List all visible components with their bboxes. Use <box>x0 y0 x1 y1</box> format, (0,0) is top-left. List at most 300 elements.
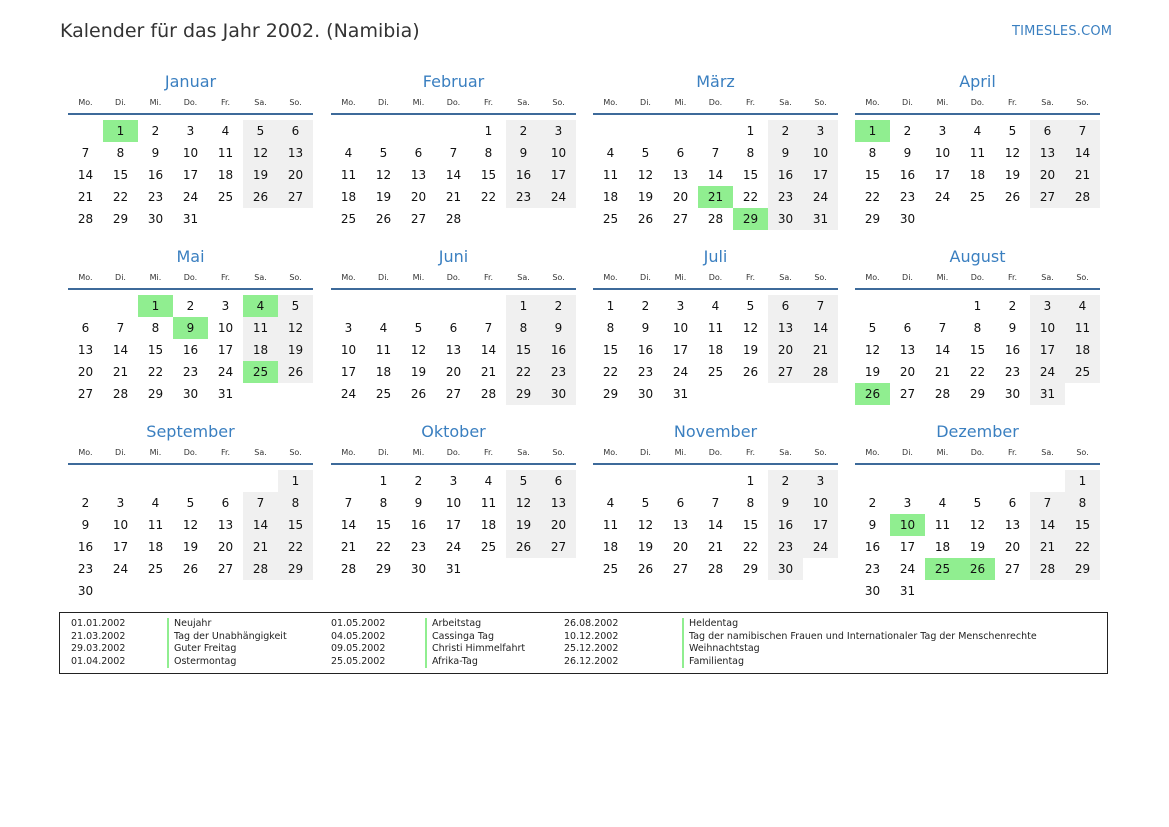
day-cell: 29 <box>278 558 313 580</box>
weekday-header: Di. <box>902 448 913 457</box>
day-cell: 19 <box>969 540 986 554</box>
day-cell: 12 <box>864 343 881 357</box>
day-cell: 24 <box>672 365 689 379</box>
day-cell: 28 <box>707 562 724 576</box>
month-header-rule <box>593 113 838 115</box>
day-cell: 25 <box>340 212 357 226</box>
weekday-header: Fr. <box>1007 273 1018 282</box>
day-cell: 27 <box>672 212 689 226</box>
day-cell: 4 <box>606 496 615 510</box>
weekday-header: Di. <box>115 98 126 107</box>
day-cell: 29 <box>742 562 759 576</box>
day-cell: 19 <box>864 365 881 379</box>
month-header-rule <box>855 463 1100 465</box>
day-cell: 9 <box>541 317 576 339</box>
legend-date: 09.05.2002 <box>331 643 386 654</box>
month-name: Juli <box>703 247 728 266</box>
legend-holiday-name: Afrika-Tag <box>432 655 478 667</box>
weekday-header: Do. <box>970 273 985 282</box>
day-cell: 26 <box>410 387 427 401</box>
day-cell: 30 <box>637 387 654 401</box>
day-cell: 1 <box>379 474 388 488</box>
weekday-header: Mi. <box>936 448 949 457</box>
day-cell: 24 <box>803 536 838 558</box>
day-cell: 27 <box>1030 186 1065 208</box>
day-cell: 11 <box>934 518 951 532</box>
weekday-header: So. <box>289 98 302 107</box>
legend-date: 25.12.2002 <box>564 643 619 654</box>
day-cell: 21 <box>707 540 724 554</box>
day-cell: 28 <box>112 387 129 401</box>
month-5 <box>331 243 576 413</box>
legend-holiday-name: Heldentag <box>689 618 739 629</box>
day-cell: 5 <box>414 321 423 335</box>
day-cell: 14 <box>707 518 724 532</box>
day-cell: 6 <box>676 146 685 160</box>
day-cell: 25 <box>602 562 619 576</box>
month-header-rule <box>68 113 313 115</box>
weekday-header: Di. <box>378 98 389 107</box>
day-cell: 2 <box>414 474 423 488</box>
day-cell: 6 <box>768 295 803 317</box>
day-cell: 15 <box>278 514 313 536</box>
day-cell: 20 <box>1004 540 1021 554</box>
day-cell: 29 <box>602 387 619 401</box>
day-cell: 23 <box>182 365 199 379</box>
day-cell: 20 <box>445 365 462 379</box>
day-cell: 4 <box>221 124 230 138</box>
day-cell: 16 <box>541 339 576 361</box>
day-cell: 27 <box>541 536 576 558</box>
day-cell: 1 <box>278 470 313 492</box>
weekday-header: Sa. <box>254 448 267 457</box>
day-cell: 21 <box>243 536 278 558</box>
day-cell: 17 <box>803 514 838 536</box>
weekday-header: Sa. <box>1041 448 1054 457</box>
day-cell: 4 <box>484 474 493 488</box>
month-2 <box>593 68 838 238</box>
day-cell: 15 <box>375 518 392 532</box>
day-cell: 11 <box>969 146 986 160</box>
day-cell: 9 <box>81 518 90 532</box>
day-cell: 26 <box>243 186 278 208</box>
day-cell: 15 <box>864 168 881 182</box>
day-cell: 17 <box>112 540 129 554</box>
day-cell: 17 <box>934 168 951 182</box>
day-cell: 8 <box>746 496 755 510</box>
weekday-header: So. <box>814 273 827 282</box>
day-cell: 15 <box>480 168 497 182</box>
day-cell: 29 <box>864 212 881 226</box>
weekday-header: Di. <box>640 273 651 282</box>
day-cell: 3 <box>449 474 458 488</box>
legend-dates-col-2 <box>331 618 385 668</box>
day-cell: 27 <box>77 387 94 401</box>
day-cell: 1 <box>606 299 615 313</box>
day-cell: 2 <box>186 299 195 313</box>
day-cell: 7 <box>484 321 493 335</box>
day-cell: 1 <box>746 474 755 488</box>
day-cell: 26 <box>637 562 654 576</box>
day-cell: 15 <box>742 168 759 182</box>
day-cell: 7 <box>81 146 90 160</box>
weekday-header: Di. <box>640 98 651 107</box>
day-cell: 12 <box>637 518 654 532</box>
weekday-header: Sa. <box>517 273 530 282</box>
weekday-header: Fr. <box>745 273 756 282</box>
weekday-header: So. <box>552 98 565 107</box>
day-cell: 3 <box>938 124 947 138</box>
day-cell: 18 <box>217 168 234 182</box>
day-cell: 5 <box>641 146 650 160</box>
weekday-header: Sa. <box>254 98 267 107</box>
day-cell: 5 <box>641 496 650 510</box>
legend-date: 01.01.2002 <box>71 618 126 629</box>
holiday-day-cell: 25 <box>925 558 960 580</box>
day-cell: 22 <box>602 365 619 379</box>
weekday-header: Fr. <box>483 273 494 282</box>
day-cell: 6 <box>221 496 230 510</box>
weekday-header: Mi. <box>936 273 949 282</box>
day-cell: 22 <box>506 361 541 383</box>
month-name: November <box>673 422 758 441</box>
day-cell: 1 <box>1065 470 1100 492</box>
month-name: März <box>696 72 735 91</box>
day-cell: 22 <box>969 365 986 379</box>
legend-holiday-name: Neujahr <box>174 618 212 629</box>
day-cell: 17 <box>899 540 916 554</box>
day-cell: 16 <box>410 518 427 532</box>
day-cell: 4 <box>344 146 353 160</box>
day-cell: 31 <box>899 584 916 598</box>
weekday-header: Mi. <box>674 98 687 107</box>
legend-date: 26.12.2002 <box>564 655 619 667</box>
day-cell: 6 <box>541 470 576 492</box>
weekday-header: Fr. <box>220 98 231 107</box>
day-cell: 11 <box>340 168 357 182</box>
day-cell: 15 <box>112 168 129 182</box>
day-cell: 25 <box>217 190 234 204</box>
day-cell: 11 <box>602 168 619 182</box>
legend-date: 25.05.2002 <box>331 655 386 667</box>
month-name: September <box>146 422 235 441</box>
day-cell: 22 <box>147 365 164 379</box>
day-cell: 21 <box>445 190 462 204</box>
day-cell: 15 <box>147 343 164 357</box>
day-cell: 1 <box>484 124 493 138</box>
day-cell: 10 <box>1030 317 1065 339</box>
weekday-header: Mo. <box>603 448 618 457</box>
day-cell: 5 <box>868 321 877 335</box>
day-cell: 9 <box>506 142 541 164</box>
month-name: Mai <box>176 247 205 266</box>
holiday-day-cell: 1 <box>103 120 138 142</box>
day-cell: 7 <box>243 492 278 514</box>
legend-holiday-name: Familientag <box>689 655 745 667</box>
day-cell: 9 <box>641 321 650 335</box>
weekday-header: Sa. <box>779 273 792 282</box>
day-cell: 29 <box>375 562 392 576</box>
day-cell: 10 <box>541 142 576 164</box>
day-cell: 19 <box>637 190 654 204</box>
day-cell: 25 <box>707 365 724 379</box>
month-header-rule <box>855 288 1100 290</box>
day-cell: 21 <box>1030 536 1065 558</box>
month-header-rule <box>331 113 576 115</box>
day-cell: 23 <box>864 562 881 576</box>
day-cell: 5 <box>243 120 278 142</box>
day-cell: 22 <box>864 190 881 204</box>
day-cell: 16 <box>182 343 199 357</box>
day-cell: 9 <box>768 142 803 164</box>
day-cell: 11 <box>147 518 164 532</box>
day-cell: 17 <box>182 168 199 182</box>
weekday-header: Di. <box>902 98 913 107</box>
day-cell: 16 <box>768 514 803 536</box>
legend-holiday-name: Arbeitstag <box>432 618 482 629</box>
weekday-header: So. <box>552 448 565 457</box>
day-cell: 14 <box>1030 514 1065 536</box>
day-cell: 22 <box>742 540 759 554</box>
day-cell: 21 <box>77 190 94 204</box>
day-cell: 8 <box>746 146 755 160</box>
day-cell: 17 <box>803 164 838 186</box>
day-cell: 12 <box>1004 146 1021 160</box>
weekday-header: Mi. <box>674 273 687 282</box>
day-cell: 18 <box>707 343 724 357</box>
month-1 <box>331 68 576 238</box>
day-cell: 13 <box>541 492 576 514</box>
day-cell: 19 <box>243 164 278 186</box>
day-cell: 3 <box>803 120 838 142</box>
day-cell: 17 <box>1030 339 1065 361</box>
day-cell: 20 <box>541 514 576 536</box>
legend-holiday-name: Cassinga Tag <box>432 630 494 642</box>
day-cell: 20 <box>77 365 94 379</box>
day-cell: 15 <box>1065 514 1100 536</box>
day-cell: 2 <box>151 124 160 138</box>
day-cell: 17 <box>445 518 462 532</box>
day-cell: 27 <box>768 361 803 383</box>
day-cell: 14 <box>1065 142 1100 164</box>
day-cell: 29 <box>506 383 541 405</box>
weekday-header: Fr. <box>220 448 231 457</box>
day-cell: 18 <box>602 190 619 204</box>
weekday-header: Do. <box>446 273 461 282</box>
day-cell: 24 <box>899 562 916 576</box>
legend-date: 04.05.2002 <box>331 630 386 642</box>
weekday-header: Mi. <box>149 448 162 457</box>
day-cell: 19 <box>278 339 313 361</box>
month-header-rule <box>593 288 838 290</box>
day-cell: 21 <box>803 339 838 361</box>
day-cell: 10 <box>340 343 357 357</box>
day-cell: 31 <box>1030 383 1065 405</box>
day-cell: 27 <box>672 562 689 576</box>
day-cell: 10 <box>934 146 951 160</box>
day-cell: 30 <box>899 212 916 226</box>
day-cell: 10 <box>112 518 129 532</box>
month-name: Januar <box>164 72 217 91</box>
day-cell: 16 <box>768 164 803 186</box>
day-cell: 17 <box>340 365 357 379</box>
day-cell: 6 <box>903 321 912 335</box>
day-cell: 22 <box>1065 536 1100 558</box>
day-cell: 4 <box>151 496 160 510</box>
day-cell: 7 <box>711 146 720 160</box>
day-cell: 1 <box>506 295 541 317</box>
day-cell: 13 <box>77 343 94 357</box>
day-cell: 24 <box>340 387 357 401</box>
day-cell: 9 <box>868 518 877 532</box>
day-cell: 23 <box>768 536 803 558</box>
weekday-header: Fr. <box>1007 98 1018 107</box>
day-cell: 14 <box>707 168 724 182</box>
weekday-header: Mi. <box>412 273 425 282</box>
holiday-day-cell: 26 <box>960 558 995 580</box>
day-cell: 26 <box>742 365 759 379</box>
month-10 <box>593 418 838 588</box>
day-cell: 13 <box>217 518 234 532</box>
day-cell: 3 <box>676 299 685 313</box>
day-cell: 24 <box>445 540 462 554</box>
month-header-rule <box>68 463 313 465</box>
weekday-header: Mo. <box>603 273 618 282</box>
day-cell: 18 <box>969 168 986 182</box>
holiday-legend <box>59 612 1108 674</box>
day-cell: 16 <box>1004 343 1021 357</box>
month-4 <box>68 243 313 413</box>
day-cell: 30 <box>182 387 199 401</box>
day-cell: 13 <box>410 168 427 182</box>
day-cell: 27 <box>217 562 234 576</box>
day-cell: 15 <box>602 343 619 357</box>
month-8 <box>68 418 313 598</box>
day-cell: 23 <box>541 361 576 383</box>
day-cell: 11 <box>1065 317 1100 339</box>
day-cell: 28 <box>480 387 497 401</box>
day-cell: 24 <box>1030 361 1065 383</box>
day-cell: 18 <box>340 190 357 204</box>
day-cell: 28 <box>340 562 357 576</box>
month-name: Oktober <box>421 422 486 441</box>
day-cell: 24 <box>541 186 576 208</box>
day-cell: 19 <box>410 365 427 379</box>
legend-holiday-name: Weihnachtstag <box>689 643 760 654</box>
month-11 <box>855 418 1100 598</box>
day-cell: 20 <box>672 190 689 204</box>
weekday-header: Fr. <box>745 448 756 457</box>
day-cell: 26 <box>182 562 199 576</box>
weekday-header: Fr. <box>1007 448 1018 457</box>
day-cell: 2 <box>641 299 650 313</box>
holiday-day-cell: 25 <box>243 361 278 383</box>
day-cell: 31 <box>803 208 838 230</box>
day-cell: 21 <box>480 365 497 379</box>
day-cell: 24 <box>112 562 129 576</box>
day-cell: 12 <box>243 142 278 164</box>
day-cell: 8 <box>116 146 125 160</box>
weekday-header: Do. <box>446 448 461 457</box>
weekday-header: So. <box>814 448 827 457</box>
weekday-header: Mo. <box>865 273 880 282</box>
day-cell: 17 <box>541 164 576 186</box>
month-7 <box>855 243 1100 413</box>
holiday-day-cell: 10 <box>890 514 925 536</box>
day-cell: 5 <box>186 496 195 510</box>
weekday-header: Do. <box>708 273 723 282</box>
day-cell: 27 <box>445 387 462 401</box>
weekday-header: Do. <box>970 98 985 107</box>
day-cell: 26 <box>637 212 654 226</box>
weekday-header: Mi. <box>412 448 425 457</box>
day-cell: 7 <box>116 321 125 335</box>
holiday-day-cell: 21 <box>698 186 733 208</box>
legend-dates-col-3 <box>564 618 618 668</box>
weekday-header: Di. <box>902 273 913 282</box>
day-cell: 3 <box>541 120 576 142</box>
day-cell: 28 <box>445 212 462 226</box>
day-cell: 21 <box>340 540 357 554</box>
day-cell: 7 <box>449 146 458 160</box>
day-cell: 18 <box>243 339 278 361</box>
day-cell: 14 <box>934 343 951 357</box>
day-cell: 5 <box>973 496 982 510</box>
day-cell: 6 <box>676 496 685 510</box>
day-cell: 30 <box>768 558 803 580</box>
day-cell: 12 <box>969 518 986 532</box>
day-cell: 26 <box>1004 190 1021 204</box>
day-cell: 15 <box>969 343 986 357</box>
day-cell: 29 <box>1065 558 1100 580</box>
weekday-header: Mo. <box>78 273 93 282</box>
weekday-header: So. <box>814 98 827 107</box>
day-cell: 9 <box>414 496 423 510</box>
day-cell: 11 <box>243 317 278 339</box>
month-6 <box>593 243 838 413</box>
holiday-day-cell: 29 <box>733 208 768 230</box>
weekday-header: Mo. <box>78 98 93 107</box>
day-cell: 31 <box>672 387 689 401</box>
day-cell: 8 <box>484 146 493 160</box>
month-3 <box>855 68 1100 238</box>
day-cell: 25 <box>375 387 392 401</box>
legend-date: 01.05.2002 <box>331 618 386 629</box>
legend-holiday-name: Guter Freitag <box>174 643 237 654</box>
holiday-day-cell: 9 <box>173 317 208 339</box>
weekday-header: Do. <box>446 98 461 107</box>
day-cell: 13 <box>445 343 462 357</box>
day-cell: 10 <box>182 146 199 160</box>
month-header-rule <box>331 288 576 290</box>
weekday-header: Sa. <box>779 448 792 457</box>
weekday-header: Sa. <box>254 273 267 282</box>
day-cell: 30 <box>410 562 427 576</box>
day-cell: 8 <box>1065 492 1100 514</box>
day-cell: 30 <box>541 383 576 405</box>
day-cell: 18 <box>480 518 497 532</box>
day-cell: 3 <box>1030 295 1065 317</box>
day-cell: 28 <box>803 361 838 383</box>
day-cell: 20 <box>217 540 234 554</box>
day-cell: 23 <box>768 186 803 208</box>
day-cell: 4 <box>711 299 720 313</box>
day-cell: 8 <box>868 146 877 160</box>
day-cell: 5 <box>746 299 755 313</box>
brand-link[interactable]: TIMESLES.COM <box>1012 24 1113 39</box>
month-name: August <box>949 247 1006 266</box>
month-0 <box>68 68 313 238</box>
